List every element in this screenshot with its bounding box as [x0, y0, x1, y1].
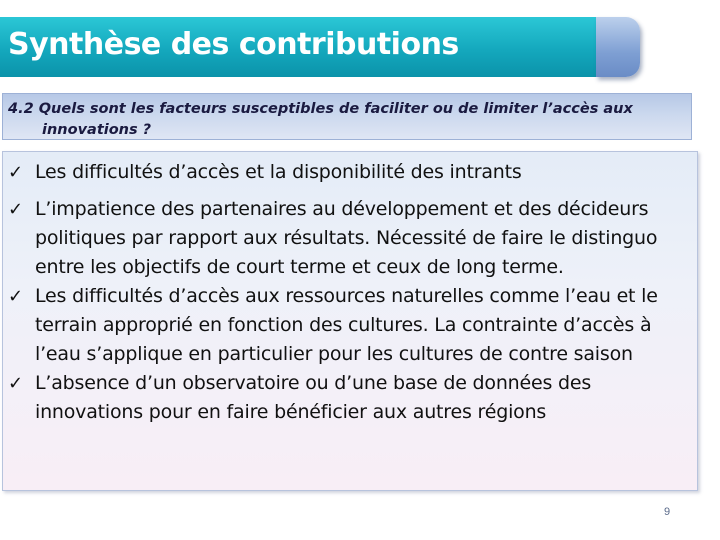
- bullet-item: [8, 195, 698, 282]
- bullet-text: Les difficultés d’accès aux ressources naturelles comme l’eau et le terrain approprié en fonction des cultures. La contrainte d’accès à l’eau s’applique en particulier pour les cultures de contre saison: [35, 285, 658, 365]
- title-bar-cap: [596, 17, 640, 77]
- question-line-1: 4.2 Quels sont les facteurs susceptibles de faciliter ou de limiter l’accès aux: [8, 101, 633, 117]
- bullet-text: Les difficultés d’accès et la disponibilité des intrants: [35, 161, 522, 183]
- check-icon: ✓: [8, 373, 23, 394]
- slide-title: Synthèse des contributions: [8, 27, 459, 62]
- check-icon: ✓: [8, 199, 23, 220]
- bullet-item: [8, 282, 698, 369]
- bullet-text: L’absence d’un observatoire ou d’une base de données des innovations pour en faire bénéficier aux autres régions: [35, 372, 592, 423]
- bullet-list: [8, 158, 698, 427]
- check-icon: ✓: [8, 162, 23, 183]
- bullet-item: [8, 369, 698, 427]
- question-text: [8, 99, 688, 141]
- bullet-text: L’impatience des partenaires au développement et des décideurs politiques par rapport aux résultats. Nécessité de faire le distinguo entre les objectifs de court terme et ceux de long terme.: [35, 198, 658, 278]
- page-number: 9: [664, 506, 671, 518]
- bullet-item: [8, 158, 698, 187]
- question-line-2: innovations ?: [42, 122, 152, 138]
- check-icon: ✓: [8, 286, 23, 307]
